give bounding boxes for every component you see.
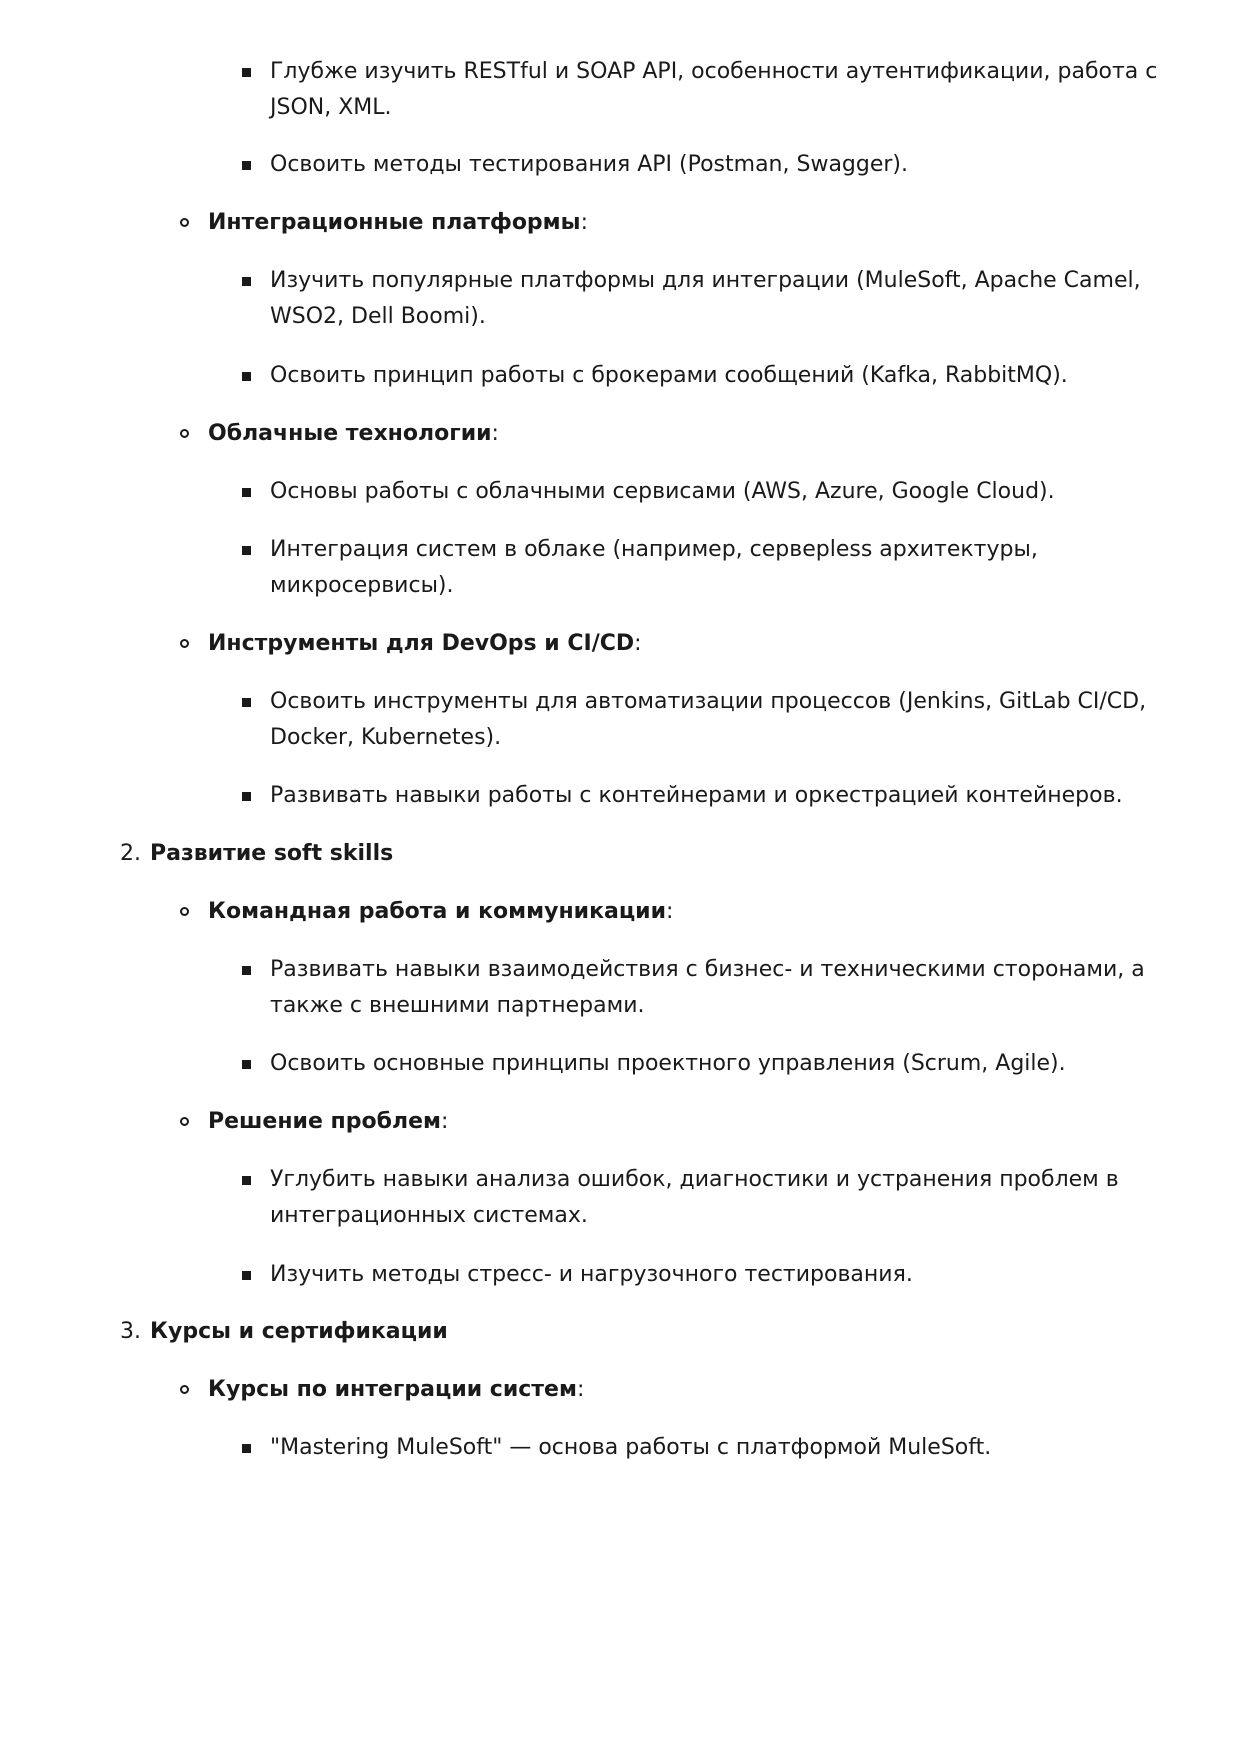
list-item (242, 1428, 991, 1468)
colon: : (580, 210, 588, 235)
list-item-text: микросервисы). (270, 573, 454, 598)
list-item (242, 472, 1055, 512)
square-bullet-icon (242, 372, 251, 381)
colon: : (491, 421, 499, 446)
list-item (242, 356, 1068, 396)
list-item (242, 776, 1123, 816)
list-item-continuation (242, 718, 501, 758)
list-item-continuation (242, 1196, 588, 1236)
list-item-text: Изучить популярные платформы для интеграции (MuleSoft, Apache Camel, (270, 268, 1141, 293)
circle-bullet-icon (180, 639, 189, 648)
subsection-title: Решение проблем (208, 1109, 441, 1134)
list-item-text: Основы работы с облачными сервисами (AWS, Azure, Google Cloud). (270, 479, 1055, 504)
list-item-text: Изучить методы стресс- и нагрузочного тестирования. (270, 1262, 913, 1287)
list-item-continuation (242, 986, 645, 1026)
list-item-text: Освоить методы тестирования API (Postman, Swagger). (270, 152, 909, 177)
square-bullet-icon (242, 68, 251, 77)
subsection-heading (180, 203, 588, 243)
list-item-text: WSO2, Dell Boomi). (270, 304, 486, 329)
section-title: Курсы и сертификации (150, 1319, 448, 1344)
circle-bullet-icon (180, 907, 189, 916)
square-bullet-icon (242, 1271, 251, 1280)
circle-bullet-icon (180, 1117, 189, 1126)
list-item-text: интеграционных системах. (270, 1203, 588, 1228)
colon: : (440, 1109, 449, 1134)
list-item-text: Углубить навыки анализа ошибок, диагностики и устранения проблем в (270, 1167, 1119, 1192)
list-item-continuation (242, 297, 486, 337)
list-item (242, 682, 1146, 722)
list-item-text: Docker, Kubernetes). (270, 725, 502, 750)
subsection-title: Инструменты для DevOps и CI/CD (208, 631, 635, 656)
square-bullet-icon (242, 1060, 251, 1069)
colon: : (576, 1377, 585, 1402)
list-item (242, 1160, 1119, 1200)
list-item-text: Глубже изучить RESTful и SOAP API, особенности аутентификации, работа с (270, 59, 1158, 84)
square-bullet-icon (242, 698, 251, 707)
list-item (242, 1044, 1066, 1084)
square-bullet-icon (242, 966, 251, 975)
list-item-continuation (242, 88, 392, 128)
list-item (242, 52, 1157, 92)
square-bullet-icon (242, 277, 251, 286)
circle-bullet-icon (180, 1385, 189, 1394)
square-bullet-icon (242, 1444, 251, 1453)
list-item-text: Освоить инструменты для автоматизации процессов (Jenkins, GitLab CI/CD, (270, 689, 1147, 714)
colon: : (634, 631, 642, 656)
subsection-title: Интеграционные платформы (208, 210, 581, 235)
list-number: 3. (120, 1319, 141, 1344)
section-heading (120, 1312, 448, 1352)
list-item-text: JSON, XML. (270, 95, 392, 120)
list-item (242, 261, 1141, 301)
subsection-heading (180, 892, 673, 932)
circle-bullet-icon (180, 429, 189, 438)
circle-bullet-icon (180, 218, 189, 227)
list-item (242, 530, 1038, 570)
square-bullet-icon (242, 792, 251, 801)
square-bullet-icon (242, 488, 251, 497)
square-bullet-icon (242, 1176, 251, 1185)
square-bullet-icon (242, 161, 251, 170)
square-bullet-icon (242, 546, 251, 555)
list-item-text: Освоить принцип работы с брокерами сообщений (Kafka, RabbitMQ). (270, 363, 1068, 388)
list-item-continuation (242, 566, 454, 606)
subsection-title: Командная работа и коммуникации (208, 899, 667, 924)
list-item-text: также с внешними партнерами. (270, 993, 645, 1018)
list-item-text: Интеграция систем в облаке (например, серверless архитектуры, (270, 537, 1038, 562)
subsection-title: Курсы по интеграции систем (208, 1377, 577, 1402)
subsection-heading (180, 624, 642, 664)
list-item-text: Развивать навыки взаимодействия с бизнес- и техническими сторонами, а (270, 957, 1145, 982)
subsection-heading (180, 1370, 584, 1410)
list-item-text: Развивать навыки работы с контейнерами и оркестрацией контейнеров. (270, 783, 1123, 808)
list-number: 2. (120, 841, 141, 866)
subsection-title: Облачные технологии (208, 421, 492, 446)
list-item (242, 950, 1145, 990)
list-item-text: "Mastering MuleSoft" — основа работы с платформой MuleSoft. (270, 1435, 992, 1460)
subsection-heading (180, 414, 499, 454)
list-item (242, 145, 908, 185)
colon: : (666, 899, 674, 924)
list-item (242, 1255, 913, 1295)
list-item-text: Освоить основные принципы проектного управления (Scrum, Agile). (270, 1051, 1066, 1076)
subsection-heading (180, 1102, 448, 1142)
section-title: Развитие soft skills (150, 841, 394, 866)
section-heading (120, 834, 393, 874)
